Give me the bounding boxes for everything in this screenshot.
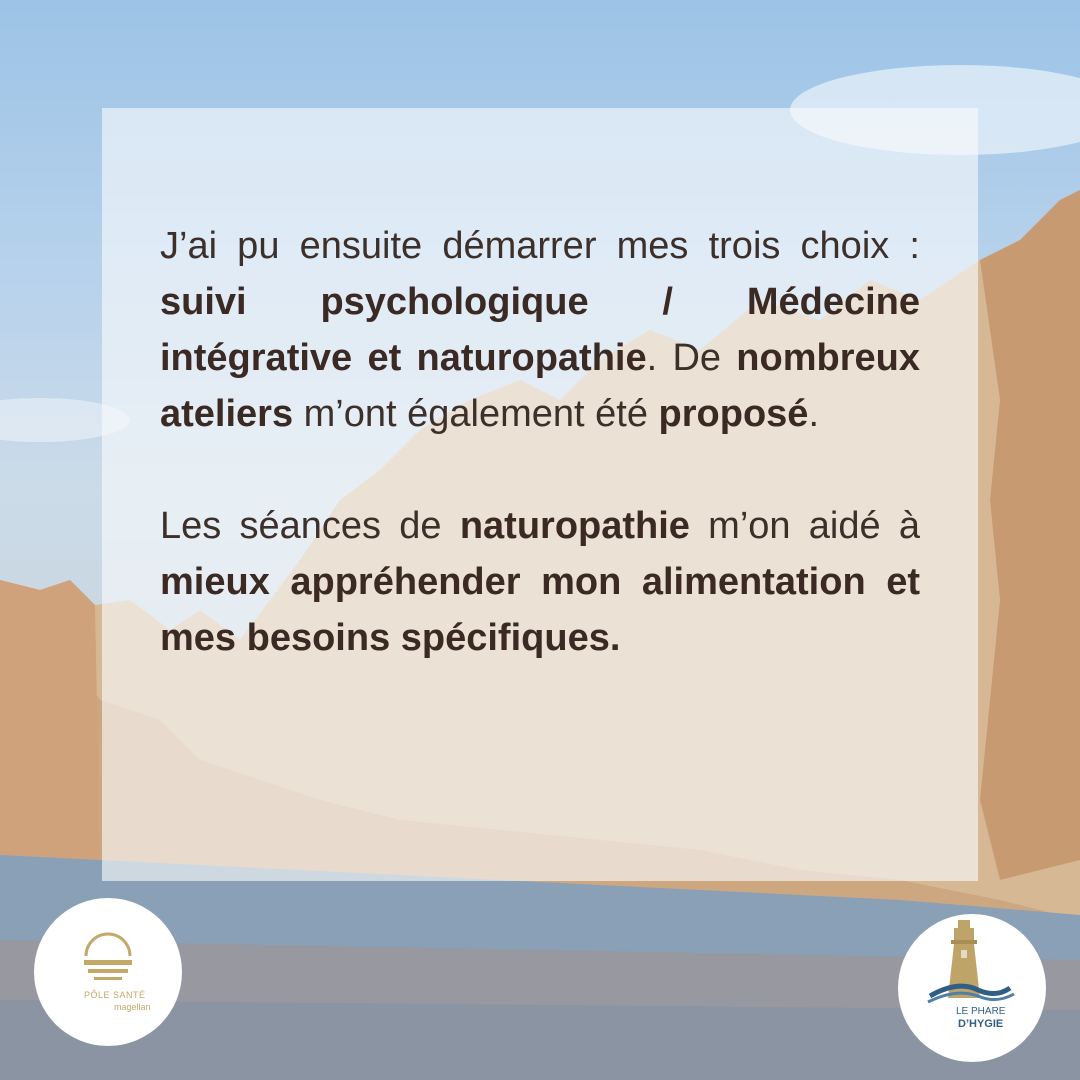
dhygie-label: D’HYGIE <box>958 1018 1004 1030</box>
p1-text-2: . De <box>646 337 737 379</box>
p1-bold-2: nombreux ateliers <box>160 337 920 435</box>
le-phare-dhygie-logo <box>898 914 1046 1062</box>
p1-bold-3: proposé <box>658 393 809 435</box>
pole-sante-label: PÔLE SANTÉ <box>84 990 146 1000</box>
lighthouse-icon <box>898 914 1046 1062</box>
p1-text-4: . <box>808 393 819 435</box>
testimonial-text <box>160 218 920 666</box>
p1-bold-1: suivi psychologique / Médecine intégrative et naturopathie <box>160 281 920 379</box>
p2-bold-2: mieux appréhender mon alimentation et mes besoins spécifiques. <box>160 561 920 659</box>
le-phare-label: LE PHARE <box>956 1006 1006 1017</box>
p2-text-2: m’on aidé à <box>689 505 921 547</box>
magellan-label: magellan <box>114 1002 151 1012</box>
p1-text-3: m’ont également été <box>293 393 659 435</box>
paragraph-1 <box>160 218 920 442</box>
sunset-icon <box>34 898 182 1046</box>
p2-text-1: Les séances de <box>160 505 460 547</box>
pole-sante-magellan-logo <box>34 898 182 1046</box>
paragraph-2 <box>160 498 920 666</box>
p1-text-1: J’ai pu ensuite démarrer mes trois choix : <box>160 225 920 267</box>
p2-bold-1: naturopathie <box>459 505 690 547</box>
